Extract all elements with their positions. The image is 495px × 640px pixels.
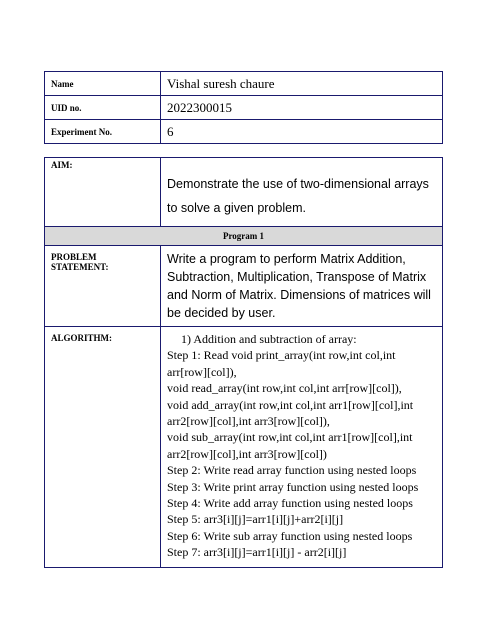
algorithm-line: Step 5: arr3[i][j]=arr1[i][j]+arr2[i][j] [167,512,344,527]
uid-label: UID no. [45,96,161,120]
aim-label: AIM: [45,158,161,227]
program-header-row [45,227,443,246]
problem-line: Write a program to perform Matrix Addition, [167,252,406,266]
name-value: Vishal suresh chaure [161,72,443,96]
problem-row [45,246,443,327]
algorithm-line: void add_array(int row,int col,int arr1[row][col],int [167,397,414,412]
problem-line: be decided by user. [167,306,276,320]
algorithm-text [161,327,443,568]
algorithm-line: void sub_array(int row,int col,int arr1[row][col],int [167,430,413,445]
aim-row [45,158,443,227]
algorithm-line: 1) Addition and subtraction of array: [181,332,357,346]
algorithm-line: Step 7: arr3[i][j]=arr1[i][j] - arr2[i][j] [167,545,347,560]
algorithm-line: arr[row][col]), [167,364,237,379]
experiment-label: Experiment No. [45,120,161,144]
student-info-table [44,71,443,144]
program-title: Program 1 [45,227,443,246]
algorithm-label: ALGORITHM: [45,327,161,568]
experiment-value: 6 [161,120,443,144]
name-label: Name [45,72,161,96]
uid-row [45,96,443,120]
aim-line: to solve a given problem. [167,201,306,215]
experiment-table [44,157,443,568]
name-row [45,72,443,96]
aim-line: Demonstrate the use of two-dimensional arrays [167,177,429,191]
algorithm-line: arr2[row][col],int arr3[row][col]), [167,414,330,429]
algorithm-row [45,327,443,568]
algorithm-line: Step 3: Write print array function using nested loops [167,479,419,494]
algorithm-line: void read_array(int row,int col,int arr[row][col]), [167,381,402,396]
algorithm-line: Step 2: Write read array function using nested loops [167,463,417,478]
algorithm-line: Step 1: Read void print_array(int row,int col,int [167,348,396,363]
problem-line: Subtraction, Multiplication, Transpose of Matrix [167,270,427,284]
aim-text [161,158,443,227]
problem-line: and Norm of Matrix. Dimensions of matrices will [167,288,431,302]
algorithm-line: Step 6: Write sub array function using nested loops [167,528,413,543]
problem-label [45,246,161,327]
problem-label-line: PROBLEM [51,252,97,262]
experiment-row [45,120,443,144]
algorithm-line: arr2[row][col],int arr3[row][col]) [167,446,327,461]
problem-label-line: STATEMENT: [51,262,109,272]
uid-value: 2022300015 [161,96,443,120]
problem-text [161,246,443,327]
algorithm-line: Step 4: Write add array function using nested loops [167,496,413,511]
